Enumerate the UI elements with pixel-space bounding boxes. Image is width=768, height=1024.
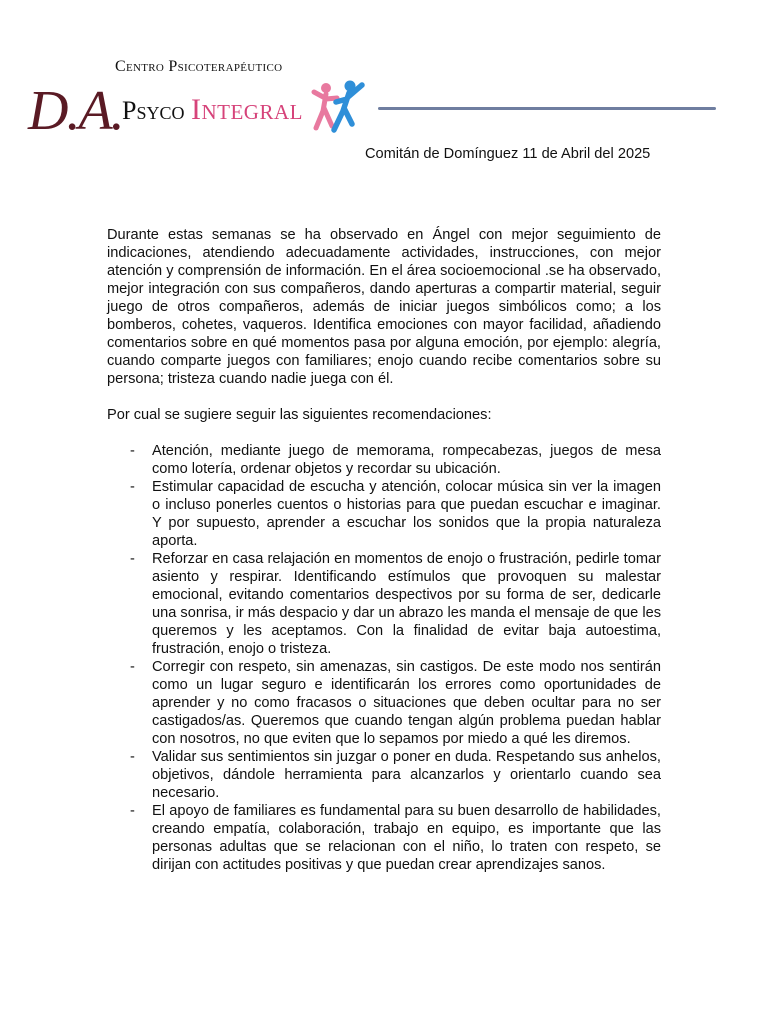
- recommendation-text: Atención, mediante juego de memorama, rompecabezas, juegos de mesa como lotería, ordenar objetos y recordar su ubicación.: [152, 443, 661, 477]
- recommendations-lead: Por cual se sugiere seguir las siguientes recomendaciones:: [107, 407, 492, 423]
- dancing-figures-icon: [310, 78, 366, 134]
- logo-word-integral: Integral: [191, 93, 303, 126]
- recommendation-text: Validar sus sentimientos sin juzgar o poner en duda. Respetando sus anhelos, objetivos, dándole herramienta para alcanzarlos y orientarlo cuando sea necesario.: [152, 749, 661, 801]
- bullet-dash: -: [130, 749, 135, 765]
- recommendation-text: Corregir con respeto, sin amenazas, sin castigos. De este modo nos sentirán como un lugar seguro e identificarán los errores como oportunidades de aprender y no como fracasos o situaciones que deben ocultar para no ser castigados/as. Queremos que cuando tengan algún problema puedan hablar con nosotros, no que eviten que lo sepamos por miedo a qué les diremos.: [152, 659, 661, 747]
- clinic-logo: [28, 76, 368, 146]
- bullet-dash: -: [130, 551, 135, 567]
- bullet-dash: -: [130, 803, 135, 819]
- bullet-dash: -: [130, 443, 135, 459]
- recommendation-text: El apoyo de familiares es fundamental para su buen desarrollo de habilidades, creando empatía, colaboración, trabajo en equipo, es importante que las personas adultas que se relacionan con el niño, lo traten con respeto, se dirijan con actitudes positivas y que puedan crear aprendizajes sanos.: [152, 803, 661, 873]
- recommendation-text: Estimular capacidad de escucha y atención, colocar música sin ver la imagen o incluso ponerles cuentos o historias para que puedan escuchar e imaginar. Y por supuesto, aprender a escuchar los sonidos que la propia naturaleza aporta.: [152, 479, 661, 549]
- center-title: Centro Psicoterapéutico: [115, 58, 283, 75]
- list-item: [107, 550, 661, 658]
- recommendations-list: [107, 442, 661, 874]
- list-item: [107, 442, 661, 478]
- header-divider: [378, 107, 716, 110]
- report-body: [107, 226, 661, 874]
- logo-word-psyco: Psyco: [122, 96, 185, 125]
- list-item: [107, 748, 661, 802]
- bullet-dash: -: [130, 479, 135, 495]
- list-item: [107, 802, 661, 874]
- list-item: [107, 658, 661, 748]
- bullet-dash: -: [130, 659, 135, 675]
- recommendation-text: Reforzar en casa relajación en momentos de enojo o frustración, pedirle tomar asiento y respirar. Identificando estímulos que provoquen su malestar emocional, evitando comentarios despectivos por su forma de ser, dedicarle una sonrisa, ir más despacio y dar un abrazo les manda el mensaje de que les queremos y les aceptamos. Con la finalidad de evitar baja autoestima, frustración, enojo o tristeza.: [152, 551, 661, 657]
- date-line: Comitán de Domínguez 11 de Abril del 2025: [365, 146, 651, 162]
- logo-initials: D.A.: [28, 80, 123, 142]
- intro-paragraph: Durante estas semanas se ha observado en Ángel con mejor seguimiento de indicaciones, atendiendo adecuadamente actividades, instrucciones, con mejor atención y comprensión de información. En el área socioemocional .se ha observado, mejor integración con sus compañeros, dando aperturas a compartir material, seguir juego de otros compañeros, además de iniciar juegos simbólicos como; a los bomberos, cohetes, vaqueros. Identifica emociones con mayor facilidad, añadiendo comentarios sobre en qué momentos pasa por alguna emoción, por ejemplo: alegría, cuando comparte juegos con familiares; enojo cuando recibe comentarios sobre su persona; tristeza cuando nadie juega con él.: [107, 227, 661, 387]
- list-item: [107, 478, 661, 550]
